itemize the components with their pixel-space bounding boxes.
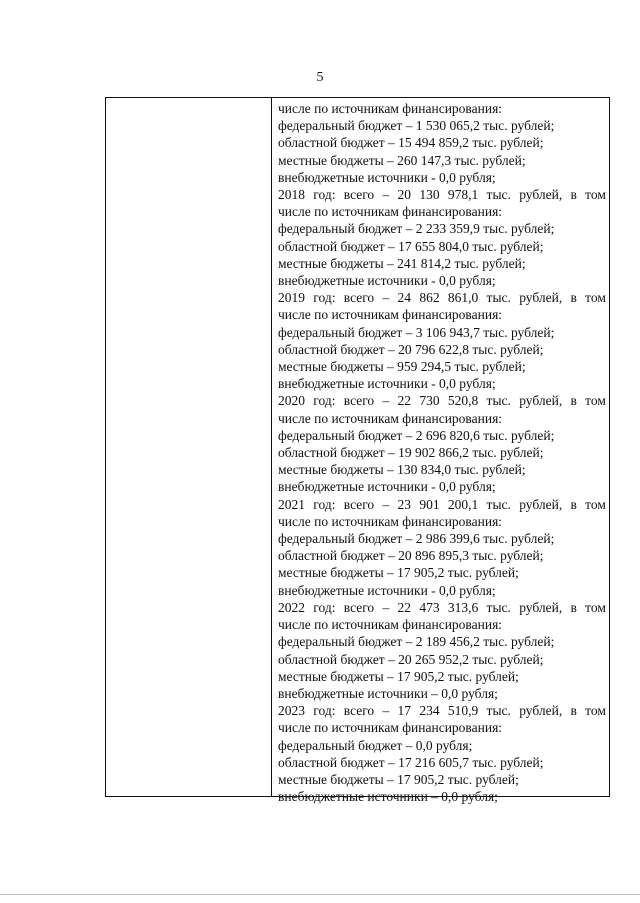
word: в bbox=[570, 187, 577, 203]
word: рублей, bbox=[519, 703, 563, 719]
word: – bbox=[382, 599, 390, 615]
word: – bbox=[382, 393, 390, 409]
word: 24 bbox=[397, 290, 412, 306]
text-line: федеральный бюджет – 2 189 456,2 тыс. рублей; bbox=[278, 634, 555, 650]
word: том bbox=[585, 187, 606, 203]
page-number: 5 bbox=[316, 70, 324, 85]
word: 2021 bbox=[278, 496, 305, 512]
word: тыс. bbox=[486, 703, 511, 719]
funding-table bbox=[105, 97, 610, 805]
word: всего bbox=[343, 290, 375, 306]
text-line: областной бюджет – 20 265 952,2 тыс. рублей; bbox=[278, 651, 544, 667]
word: год: bbox=[313, 290, 336, 306]
word: том bbox=[585, 496, 606, 512]
word: 2022 bbox=[278, 599, 305, 615]
table-right-cell bbox=[272, 98, 609, 805]
word: всего bbox=[343, 496, 375, 512]
word: 901 bbox=[419, 496, 440, 512]
text-line: областной бюджет – 20 896 895,3 тыс. рублей; bbox=[278, 548, 544, 564]
word: 200,1 bbox=[447, 496, 479, 512]
word: рублей, bbox=[519, 599, 563, 615]
word: 2018 bbox=[278, 187, 305, 203]
text-line: внебюджетные источники - 0,0 рубля; bbox=[278, 169, 496, 185]
word: всего bbox=[343, 599, 375, 615]
word: всего bbox=[343, 393, 375, 409]
word: том bbox=[585, 393, 606, 409]
table-left-cell bbox=[106, 98, 272, 796]
text-line: внебюджетные источники - 0,0 рубля; bbox=[278, 479, 496, 495]
word: – bbox=[382, 703, 390, 719]
word: год: bbox=[313, 187, 336, 203]
page-bottom-rule bbox=[0, 894, 640, 895]
year-total-line bbox=[278, 702, 606, 719]
word: год: bbox=[313, 393, 336, 409]
text-line: федеральный бюджет – 2 696 820,6 тыс. рублей; bbox=[278, 427, 555, 443]
word: 17 bbox=[397, 703, 412, 719]
year-total-line bbox=[278, 599, 606, 616]
text-line: местные бюджеты – 17 905,2 тыс. рублей; bbox=[278, 565, 519, 581]
word: 130 bbox=[419, 187, 440, 203]
word: – bbox=[382, 496, 390, 512]
text-line: федеральный бюджет – 0,0 рубля; bbox=[278, 737, 473, 753]
word: 520,8 bbox=[447, 393, 479, 409]
word: 862 bbox=[419, 290, 440, 306]
word: 22 bbox=[397, 393, 412, 409]
word: всего bbox=[343, 187, 375, 203]
text-line: областной бюджет – 15 494 859,2 тыс. рублей; bbox=[278, 135, 544, 151]
word: 473 bbox=[419, 599, 440, 615]
text-line: местные бюджеты – 130 834,0 тыс. рублей; bbox=[278, 462, 526, 478]
year-total-line bbox=[278, 186, 606, 203]
text-line: числе по источникам финансирования: bbox=[278, 720, 503, 736]
word: том bbox=[585, 599, 606, 615]
word: 730 bbox=[419, 393, 440, 409]
text-line: внебюджетные источники - 0,0 рубля; bbox=[278, 273, 496, 289]
text-line: местные бюджеты – 17 905,2 тыс. рублей; bbox=[278, 771, 519, 787]
text-line: внебюджетные источники - 0,0 рубля; bbox=[278, 376, 496, 392]
text-line: внебюджетные источники – 0,0 рубля; bbox=[278, 685, 498, 701]
word: рублей, bbox=[519, 496, 563, 512]
word: тыс. bbox=[486, 290, 511, 306]
word: в bbox=[570, 496, 577, 512]
word: 23 bbox=[397, 496, 412, 512]
word: год: bbox=[313, 496, 336, 512]
word: тыс. bbox=[486, 393, 511, 409]
text-line: местные бюджеты – 17 905,2 тыс. рублей; bbox=[278, 668, 519, 684]
word: всего bbox=[343, 703, 375, 719]
word: – bbox=[382, 290, 390, 306]
word: 510,9 bbox=[447, 703, 479, 719]
text-line: внебюджетные источники – 0,0 рубля; bbox=[278, 789, 498, 805]
text-line: местные бюджеты – 241 814,2 тыс. рублей; bbox=[278, 255, 526, 271]
word: 2019 bbox=[278, 290, 305, 306]
word: рублей, bbox=[519, 290, 563, 306]
year-total-line bbox=[278, 289, 606, 306]
text-line: областной бюджет – 20 796 622,8 тыс. рублей; bbox=[278, 341, 544, 357]
word: год: bbox=[313, 703, 336, 719]
text-line: внебюджетные источники - 0,0 рубля; bbox=[278, 582, 496, 598]
word: 22 bbox=[397, 599, 412, 615]
text-line: областной бюджет – 19 902 866,2 тыс. рублей; bbox=[278, 445, 544, 461]
word: тыс. bbox=[486, 496, 511, 512]
word: в bbox=[570, 290, 577, 306]
text-line: числе по источникам финансирования: bbox=[278, 307, 503, 323]
text-line: областной бюджет – 17 216 605,7 тыс. рублей; bbox=[278, 754, 544, 770]
word: тыс. bbox=[486, 187, 511, 203]
text-line: числе по источникам финансирования: bbox=[278, 410, 503, 426]
text-line: федеральный бюджет – 3 106 943,7 тыс. рублей; bbox=[278, 324, 555, 340]
year-total-line bbox=[278, 392, 606, 409]
word: в bbox=[570, 703, 577, 719]
word: рублей, bbox=[519, 187, 563, 203]
word: год: bbox=[313, 599, 336, 615]
word: в bbox=[570, 393, 577, 409]
word: рублей, bbox=[519, 393, 563, 409]
word: том bbox=[585, 290, 606, 306]
text-line: федеральный бюджет – 2 233 359,9 тыс. рублей; bbox=[278, 221, 555, 237]
word: 2023 bbox=[278, 703, 305, 719]
word: 978,1 bbox=[447, 187, 479, 203]
word: 2020 bbox=[278, 393, 305, 409]
text-line: федеральный бюджет – 2 986 399,6 тыс. рублей; bbox=[278, 531, 555, 547]
text-line: областной бюджет – 17 655 804,0 тыс. рублей; bbox=[278, 238, 544, 254]
word: 20 bbox=[397, 187, 412, 203]
word: – bbox=[382, 187, 390, 203]
text-line: числе по источникам финансирования: bbox=[278, 204, 503, 220]
text-line: числе по источникам финансирования: bbox=[278, 101, 503, 116]
text-line: местные бюджеты – 260 147,3 тыс. рублей; bbox=[278, 152, 526, 168]
text-line: числе по источникам финансирования: bbox=[278, 617, 503, 633]
word: 313,6 bbox=[447, 599, 479, 615]
word: 234 bbox=[419, 703, 440, 719]
word: в bbox=[570, 599, 577, 615]
text-line: федеральный бюджет – 1 530 065,2 тыс. рублей; bbox=[278, 118, 555, 134]
text-line: числе по источникам финансирования: bbox=[278, 513, 503, 529]
year-total-line bbox=[278, 496, 606, 513]
text-line: местные бюджеты – 959 294,5 тыс. рублей; bbox=[278, 359, 526, 375]
word: том bbox=[585, 703, 606, 719]
word: тыс. bbox=[486, 599, 511, 615]
word: 861,0 bbox=[447, 290, 479, 306]
